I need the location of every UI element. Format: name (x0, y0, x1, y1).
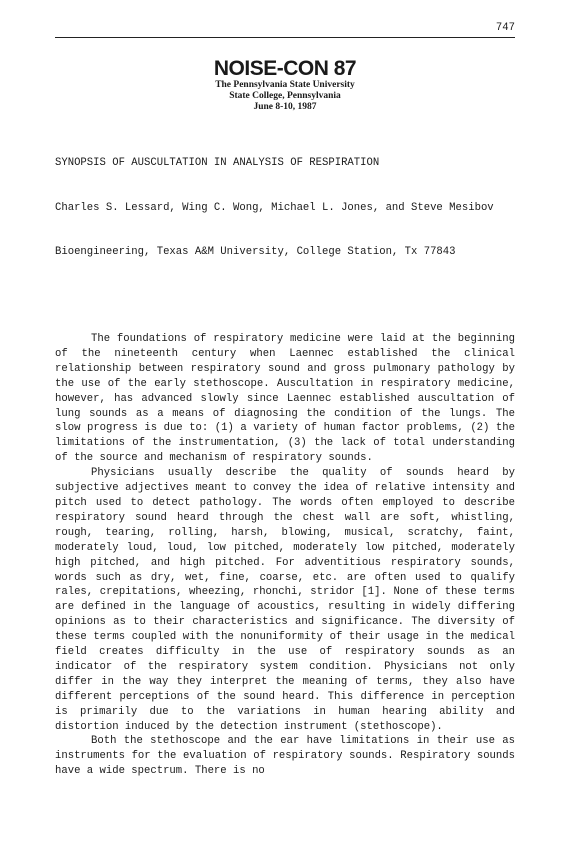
conference-header (0, 58, 570, 113)
body-paragraph-2: Physicians usually describe the quality of sounds heard by subjective adjectives meant to convey the idea of relative intensity and pitch used to detect pathology. The words often employed to describe respiratory sound heard through the chest wall are soft, whistling, rough, tearing, rolling, harsh, blowing, musical, scratchy, faint, moderately loud, loud, low pitched, moderately low pitched, moderately high pitched, and high pitched. For adventitious respiratory sounds, words such as dry, wet, fine, coarse, etc. are often used to qualify rales, crepitations, wheezing, rhonchi, stridor [1]. None of these terms are defined in the language of acoustics, resulting in widely differing opinions as to their characteristics and significance. The diversity of these terms coupled with the nonuniformity of their usage in the medical field creates difficulty in the use of respiratory sounds as an indicator of the respiratory system condition. Physicians not only differ in the way they interpret the meaning of terms, they also have different perceptions of the sound heard. This difference in perception is primarily due to the variations in human hearing ability and distortion induced by the detection instrument (stethoscope). (55, 467, 515, 733)
paper-title: SYNOPSIS OF AUSCULTATION IN ANALYSIS OF RESPIRATION (55, 157, 380, 169)
body-paragraph-1: The foundations of respiratory medicine were laid at the beginning of the nineteenth century when Laennec established the clinical relationship between respiratory sound and gross pulmonary pathology by the use of the early stethoscope. Auscultation in respiratory medicine, however, has advanced slowly since Laennec established auscultation of lung sounds as a means of diagnosing the condition of the lungs. The slow progress is due to: (1) a variety of human factor problems, (2) the limitations of the instrumentation, (3) the lack of total understanding of the source and mechanism of respiratory sounds. (55, 333, 515, 465)
conference-location: State College, Pennsylvania (229, 91, 341, 101)
conference-university: The Pennsylvania State University (215, 80, 355, 90)
conference-dates: June 8-10, 1987 (253, 102, 317, 112)
page-number: 747 (495, 22, 515, 34)
paper-affiliation: Bioengineering, Texas A&M University, College Station, Tx 77843 (55, 246, 456, 258)
header-rule (55, 37, 515, 38)
conference-title: NOISE-CON 87 (213, 57, 357, 80)
body-paragraph-3: Both the stethoscope and the ear have limitations in their use as instruments for the evaluation of respiratory sounds. Respiratory sounds have a wide spectrum. There is no (55, 735, 515, 778)
paper-body (55, 332, 515, 779)
paper-authors: Charles S. Lessard, Wing C. Wong, Michael L. Jones, and Steve Mesibov (55, 202, 494, 214)
